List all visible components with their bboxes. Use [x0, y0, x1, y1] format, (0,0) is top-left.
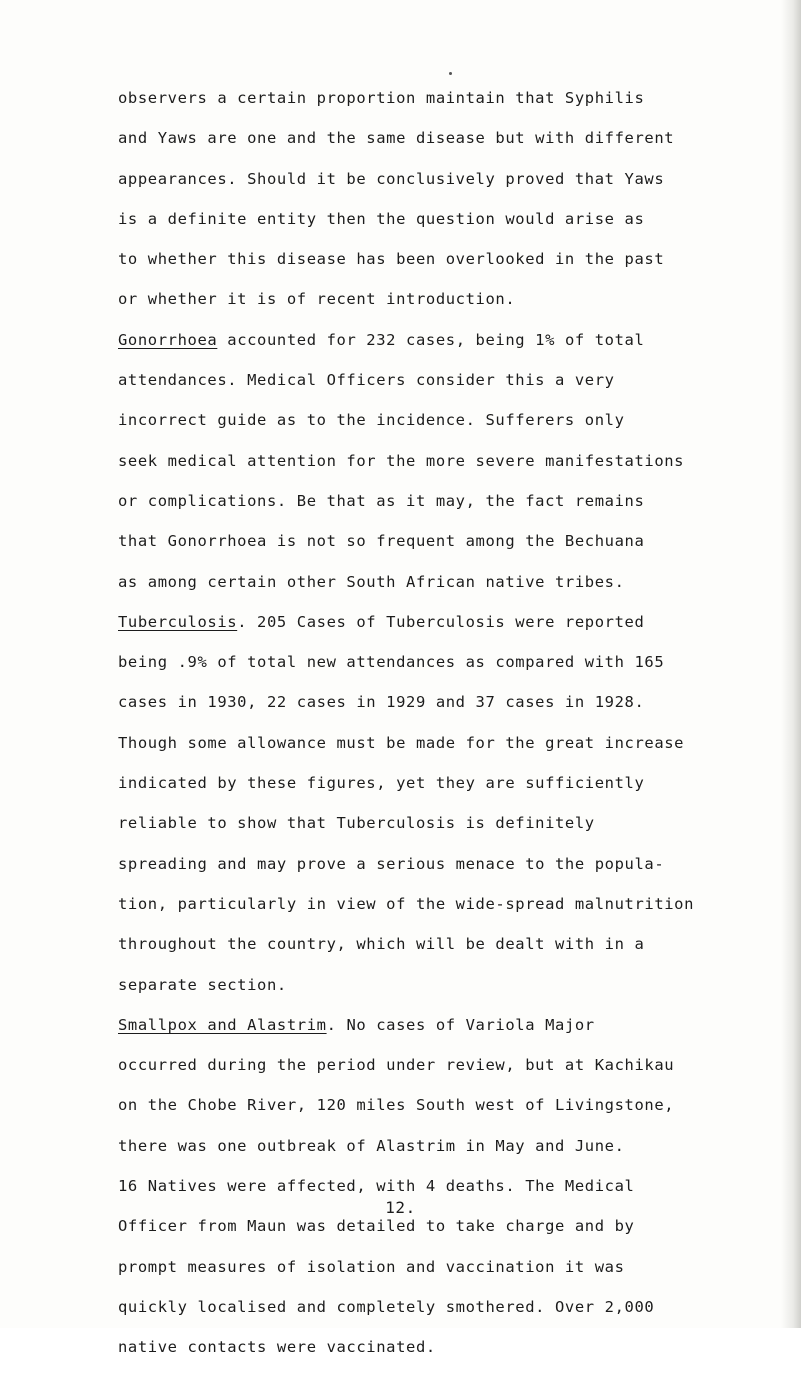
- line-text: native contacts were vaccinated.: [118, 1338, 436, 1357]
- line-text: Officer from Maun was detailed to take charge and by: [118, 1217, 635, 1236]
- line-text: or complications. Be that as it may, the fact remains: [118, 491, 645, 510]
- text-line: [118, 1132, 788, 1172]
- paper-speck: [449, 72, 452, 75]
- text-line: [118, 124, 788, 164]
- line-text: separate section.: [118, 975, 287, 994]
- line-text: cases in 1930, 22 cases in 1929 and 37 cases in 1928.: [118, 693, 645, 712]
- line-text: as among certain other South African native tribes.: [118, 572, 625, 591]
- text-line: [118, 447, 788, 487]
- text-line: [118, 326, 788, 366]
- line-text: that Gonorrhoea is not so frequent among the Bechuana: [118, 532, 645, 551]
- text-line: [118, 930, 788, 970]
- text-line: [118, 366, 788, 406]
- text-line: [118, 568, 788, 608]
- text-line: [118, 890, 788, 930]
- line-text: and Yaws are one and the same disease but with different: [118, 129, 675, 148]
- line-text: accounted for 232 cases, being 1% of total: [217, 330, 645, 349]
- text-line: [118, 729, 788, 769]
- page-number: 12.: [385, 1198, 416, 1217]
- text-line: [118, 1253, 788, 1293]
- text-line: [118, 245, 788, 285]
- line-text: is a definite entity then the question would arise as: [118, 209, 645, 228]
- line-text: indicated by these figures, yet they are sufficiently: [118, 774, 645, 793]
- line-text: . No cases of Variola Major: [326, 1015, 595, 1034]
- line-text: quickly localised and completely smothered. Over 2,000: [118, 1297, 655, 1316]
- text-line: [118, 688, 788, 728]
- text-line: [118, 1051, 788, 1091]
- line-text: throughout the country, which will be dealt with in a: [118, 935, 645, 954]
- text-line: [118, 205, 788, 245]
- line-text: Though some allowance must be made for the great increase: [118, 733, 685, 752]
- text-line: [118, 1011, 788, 1051]
- text-line: [118, 1091, 788, 1131]
- text-line: [118, 608, 788, 648]
- line-text: appearances. Should it be conclusively proved that Yaws: [118, 169, 665, 188]
- line-text: seek medical attention for the more severe manifestations: [118, 451, 685, 470]
- text-line: [118, 487, 788, 527]
- page-edge-shadow: [781, 0, 801, 1328]
- line-text: . 205 Cases of Tuberculosis were reported: [237, 612, 645, 631]
- line-text: or whether it is of recent introduction.: [118, 290, 516, 309]
- line-text: reliable to show that Tuberculosis is definitely: [118, 814, 595, 833]
- line-text: there was one outbreak of Alastrim in May and June.: [118, 1136, 625, 1155]
- text-line: [118, 1333, 788, 1373]
- section-heading: Gonorrhoea: [118, 330, 218, 349]
- line-text: prompt measures of isolation and vaccination it was: [118, 1257, 625, 1276]
- text-line: [118, 84, 788, 124]
- text-line: [118, 285, 788, 325]
- line-text: 16 Natives were affected, with 4 deaths. The Medical: [118, 1177, 635, 1196]
- line-text: occurred during the period under review, but at Kachikau: [118, 1056, 675, 1075]
- text-line: [118, 971, 788, 1011]
- text-line: [118, 527, 788, 567]
- line-text: spreading and may prove a serious menace to the popula-: [118, 854, 665, 873]
- text-line: [118, 809, 788, 849]
- line-text: tion, particularly in view of the wide-spread malnutrition: [118, 894, 695, 913]
- text-line: [118, 850, 788, 890]
- line-text: being .9% of total new attendances as compared with 165: [118, 653, 665, 672]
- text-line: [118, 165, 788, 205]
- text-line: [118, 1212, 788, 1252]
- text-line: [118, 406, 788, 446]
- text-line: [118, 1293, 788, 1333]
- text-line: [118, 769, 788, 809]
- line-text: observers a certain proportion maintain that Syphilis: [118, 89, 645, 107]
- body-text: [118, 84, 788, 1374]
- line-text: to whether this disease has been overlooked in the past: [118, 250, 665, 269]
- line-text: attendances. Medical Officers consider this a very: [118, 371, 615, 390]
- line-text: incorrect guide as to the incidence. Sufferers only: [118, 411, 625, 430]
- line-text: on the Chobe River, 120 miles South west of Livingstone,: [118, 1096, 675, 1115]
- section-heading: Smallpox and Alastrim: [118, 1015, 327, 1034]
- text-line: [118, 648, 788, 688]
- section-heading: Tuberculosis: [118, 612, 238, 631]
